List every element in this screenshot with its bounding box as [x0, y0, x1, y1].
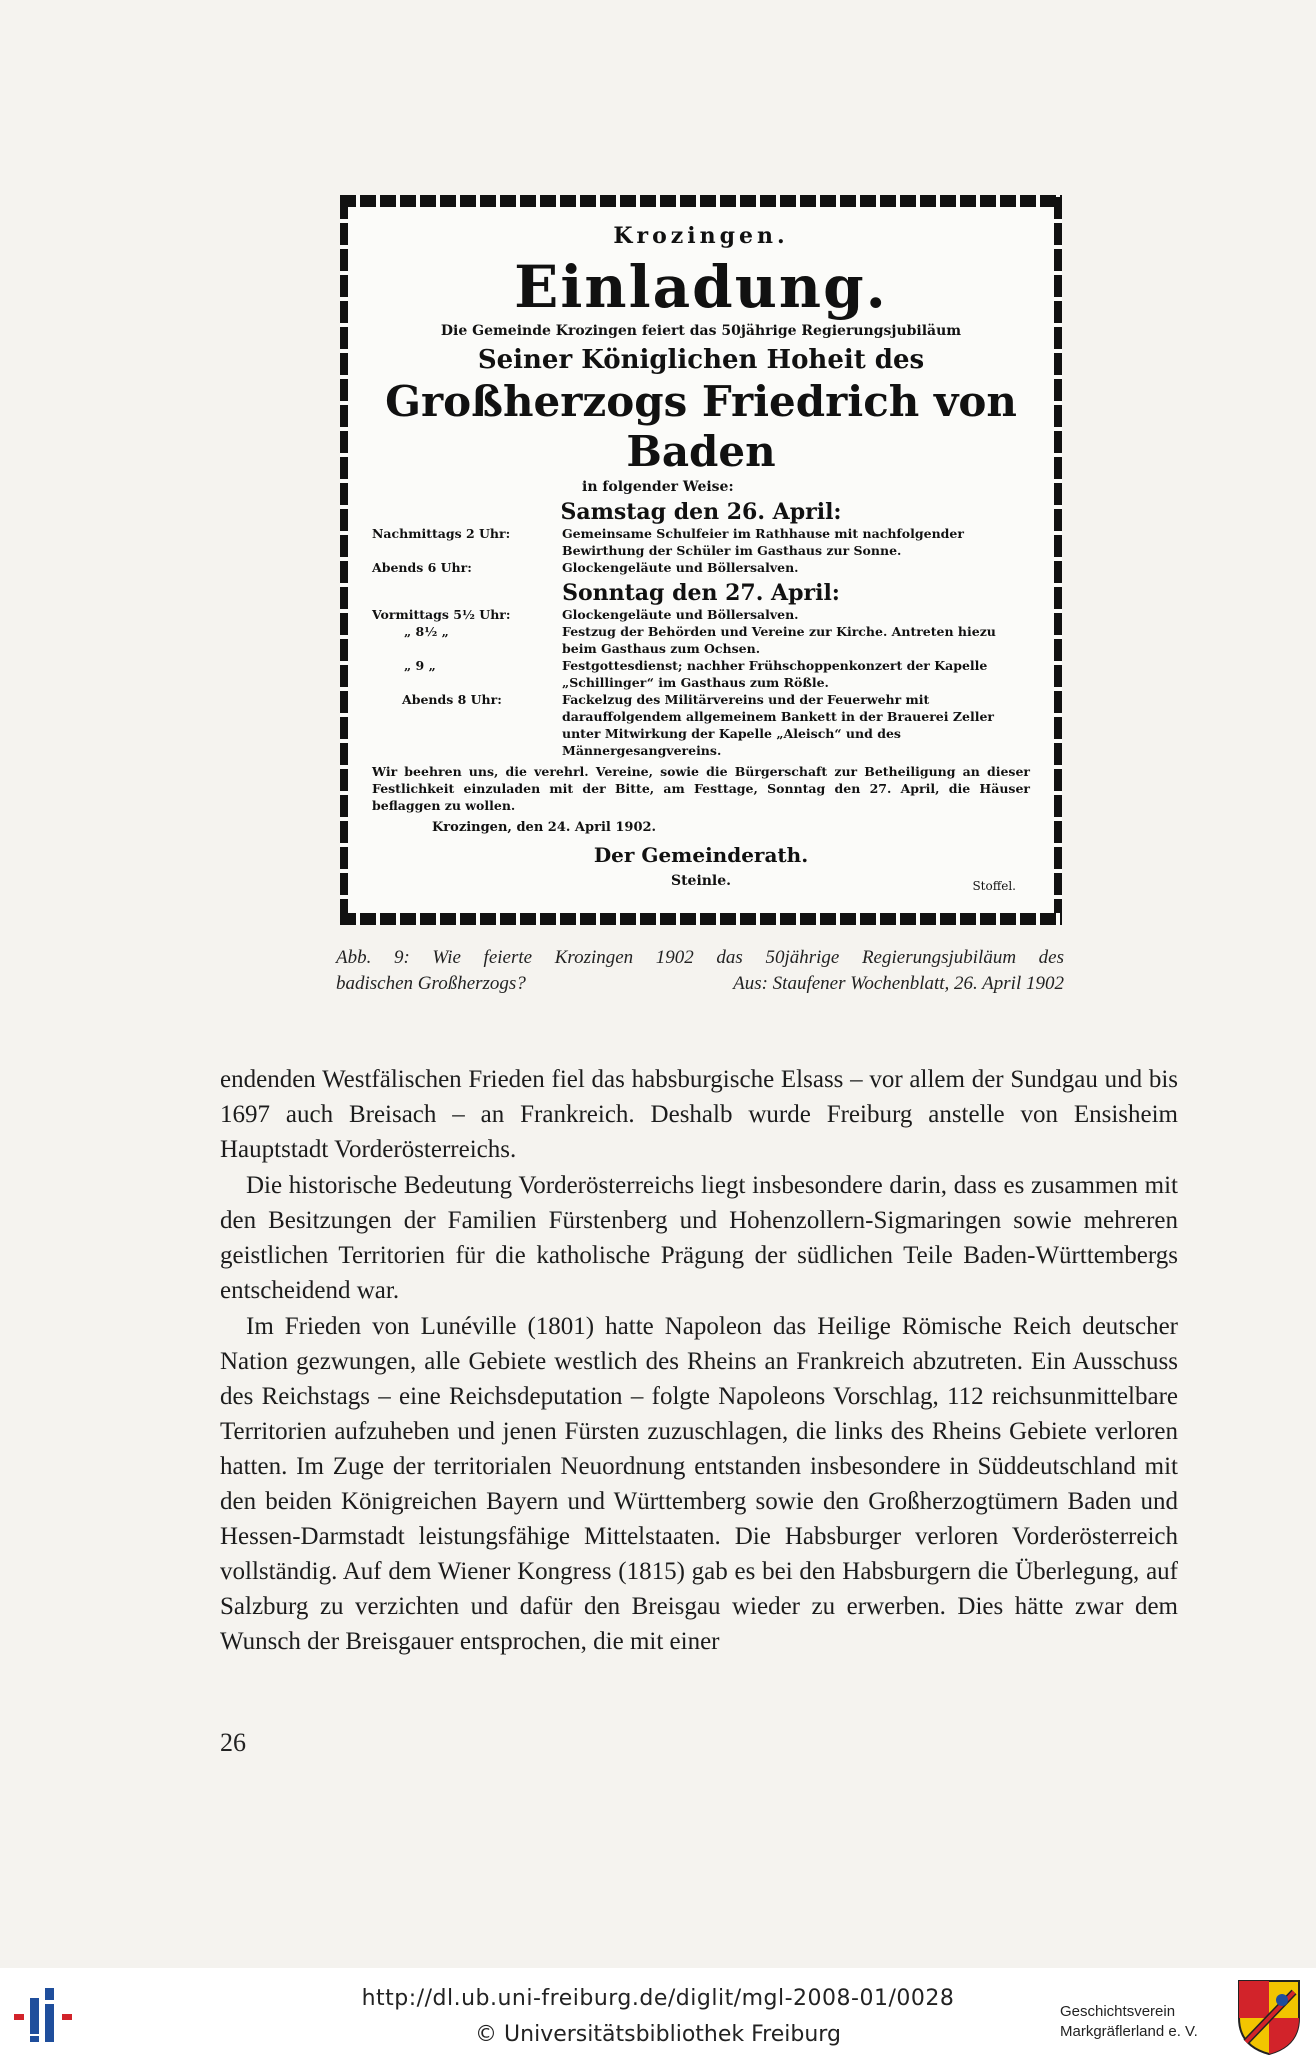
clipping-place: Krozingen.	[613, 223, 789, 249]
paragraph-2: Die historische Bedeutung Vorderösterreichs liegt insbesondere darin, dass es zusammen mit den Besitzungen der Familien Fürstenberg und Hohenzollern-Sigmaringen sowie mehreren geistlichen Territorien für die katholische Prägung der südlichen Teile Baden-Württembergs entscheidend war.	[220, 1172, 1178, 1304]
paragraph-3: Im Frieden von Lunéville (1801) hatte Napoleon das Heilige Römische Reich deutscher Nation gezwungen, alle Gebiete westlich des Rheins an Frankreich abzutreten. Ein Ausschuss des Reichstags – eine Reichsdeputation – folgte Napoleons Vorschlag, 112 reichsunmittelbare Territorien aufzuheben und jenen Fürsten zuzuschlagen, die links des Rheins Gebiete verloren hatten. Im Zuge der territorialen Neuordnung entstanden insbesondere in Süddeutschland mit den beiden Königreichen Bayern und Württemberg sowie den Großherzogtümern Baden und Hessen-Darmstadt leistungsfähige Mittelstaaten. Die Habsburger verloren Vorderösterreich vollständig. Auf dem Wiener Kongress (1815) gab es bei den Habsburgern die Überlegung, auf Salzburg zu verzichten und dafür den Breisgau wieder zu erwerben. Dies hätte zwar dem Wunsch der Breisgauer entsprochen, die mit einer	[220, 1313, 1178, 1655]
paragraph-1: endenden Westfälischen Frieden fiel das habsburgische Elsass – vor allem der Sundgau und bis 1697 auch Breisach – an Frankreich. Deshalb wurde Freiburg anstelle von Ensisheim Hauptstadt Vorderösterreichs.	[220, 1066, 1178, 1163]
body-text	[220, 1062, 1178, 1659]
clipping-day2: Sonntag den 27. April:	[562, 580, 840, 606]
clipping-day1-schedule	[372, 525, 1030, 576]
clipping-date: Krozingen, den 24. April 1902.	[432, 820, 657, 835]
caption-line-1: Abb. 9: Wie feierte Krozingen 1902 das 50jährige Regierungsjubiläum des	[336, 947, 1064, 968]
clipping-grossherzog: Großherzogs Friedrich von Baden	[385, 377, 1017, 476]
coat-of-arms-icon	[1236, 1978, 1302, 2056]
schedule-row: Nachmittags 2 Uhr: Gemeinsame Schulfeier im Rathhause mit nachfolgender Bewirthung der Schüler im Gasthaus zur Sonne.	[372, 526, 964, 558]
schedule-row: Vormittags 5½ Uhr: Glockengeläute und Böllersalven.	[372, 607, 799, 622]
figure-caption	[336, 945, 1064, 997]
schedule-row: Abends 6 Uhr: Glockengeläute und Böllersalven.	[372, 560, 799, 575]
clipping-weise: in folgender Weise:	[582, 479, 734, 495]
schedule-row: „ 8½ „ Festzug der Behörden und Vereine zur Kirche. Antreten hiezu beim Gasthaus zum Ochsen.	[404, 624, 996, 656]
footer-copyright: © Universitätsbibliothek Freiburg	[475, 2022, 841, 2047]
clipping-name-steinle: Steinle.	[670, 873, 732, 889]
clipping-signature: Der Gemeinderath.	[593, 843, 809, 867]
newspaper-clipping	[340, 195, 1062, 925]
clipping-hoheit: Seiner Königlichen Hoheit des	[477, 345, 925, 375]
schedule-row: „ 9 „ Festgottesdienst; nachher Frühschoppenkonzert der Kapelle „Schillinger“ im Gasthaus zum Rößle.	[404, 658, 988, 690]
footer-organization: Geschichtsverein Markgräflerland e. V.	[1060, 2003, 1198, 2040]
clipping-day2-schedule	[372, 606, 1030, 759]
schedule-row: Abends 8 Uhr: Fackelzug des Militärvereins und der Feuerwehr mit darauffolgendem allgemeinem Bankett in der Brauerei Zeller unter Mitwirkung der Kapelle „Aleisch“ und des Männergesangvereins.	[402, 692, 994, 758]
clipping-intro: Die Gemeinde Krozingen feiert das 50jährige Regierungsjubiläum	[440, 323, 962, 339]
caption-source: Aus: Staufener Wochenblatt, 26. April 1902	[733, 973, 1064, 994]
caption-line-2-left: badischen Großherzogs?	[336, 973, 526, 994]
footer-bar	[0, 1968, 1316, 2062]
clipping-closing: Wir beehren uns, die verehrl. Vereine, sowie die Bürgerschaft zur Betheiligung an dieser Festlichkeit einzuladen mit der Bitte, am Festtage, Sonntag den 27. April, die Häuser beflaggen zu wollen.	[372, 764, 1030, 813]
clipping-day1: Samstag den 26. April:	[560, 499, 842, 525]
clipping-name-stoffel: Stoffel.	[972, 879, 1016, 893]
clipping-title: Einladung.	[514, 253, 888, 321]
page-number: 26	[220, 1728, 246, 1757]
footer-url-link[interactable]: http://dl.ub.uni-freiburg.de/diglit/mgl-2008-01/0028	[361, 1986, 955, 2011]
